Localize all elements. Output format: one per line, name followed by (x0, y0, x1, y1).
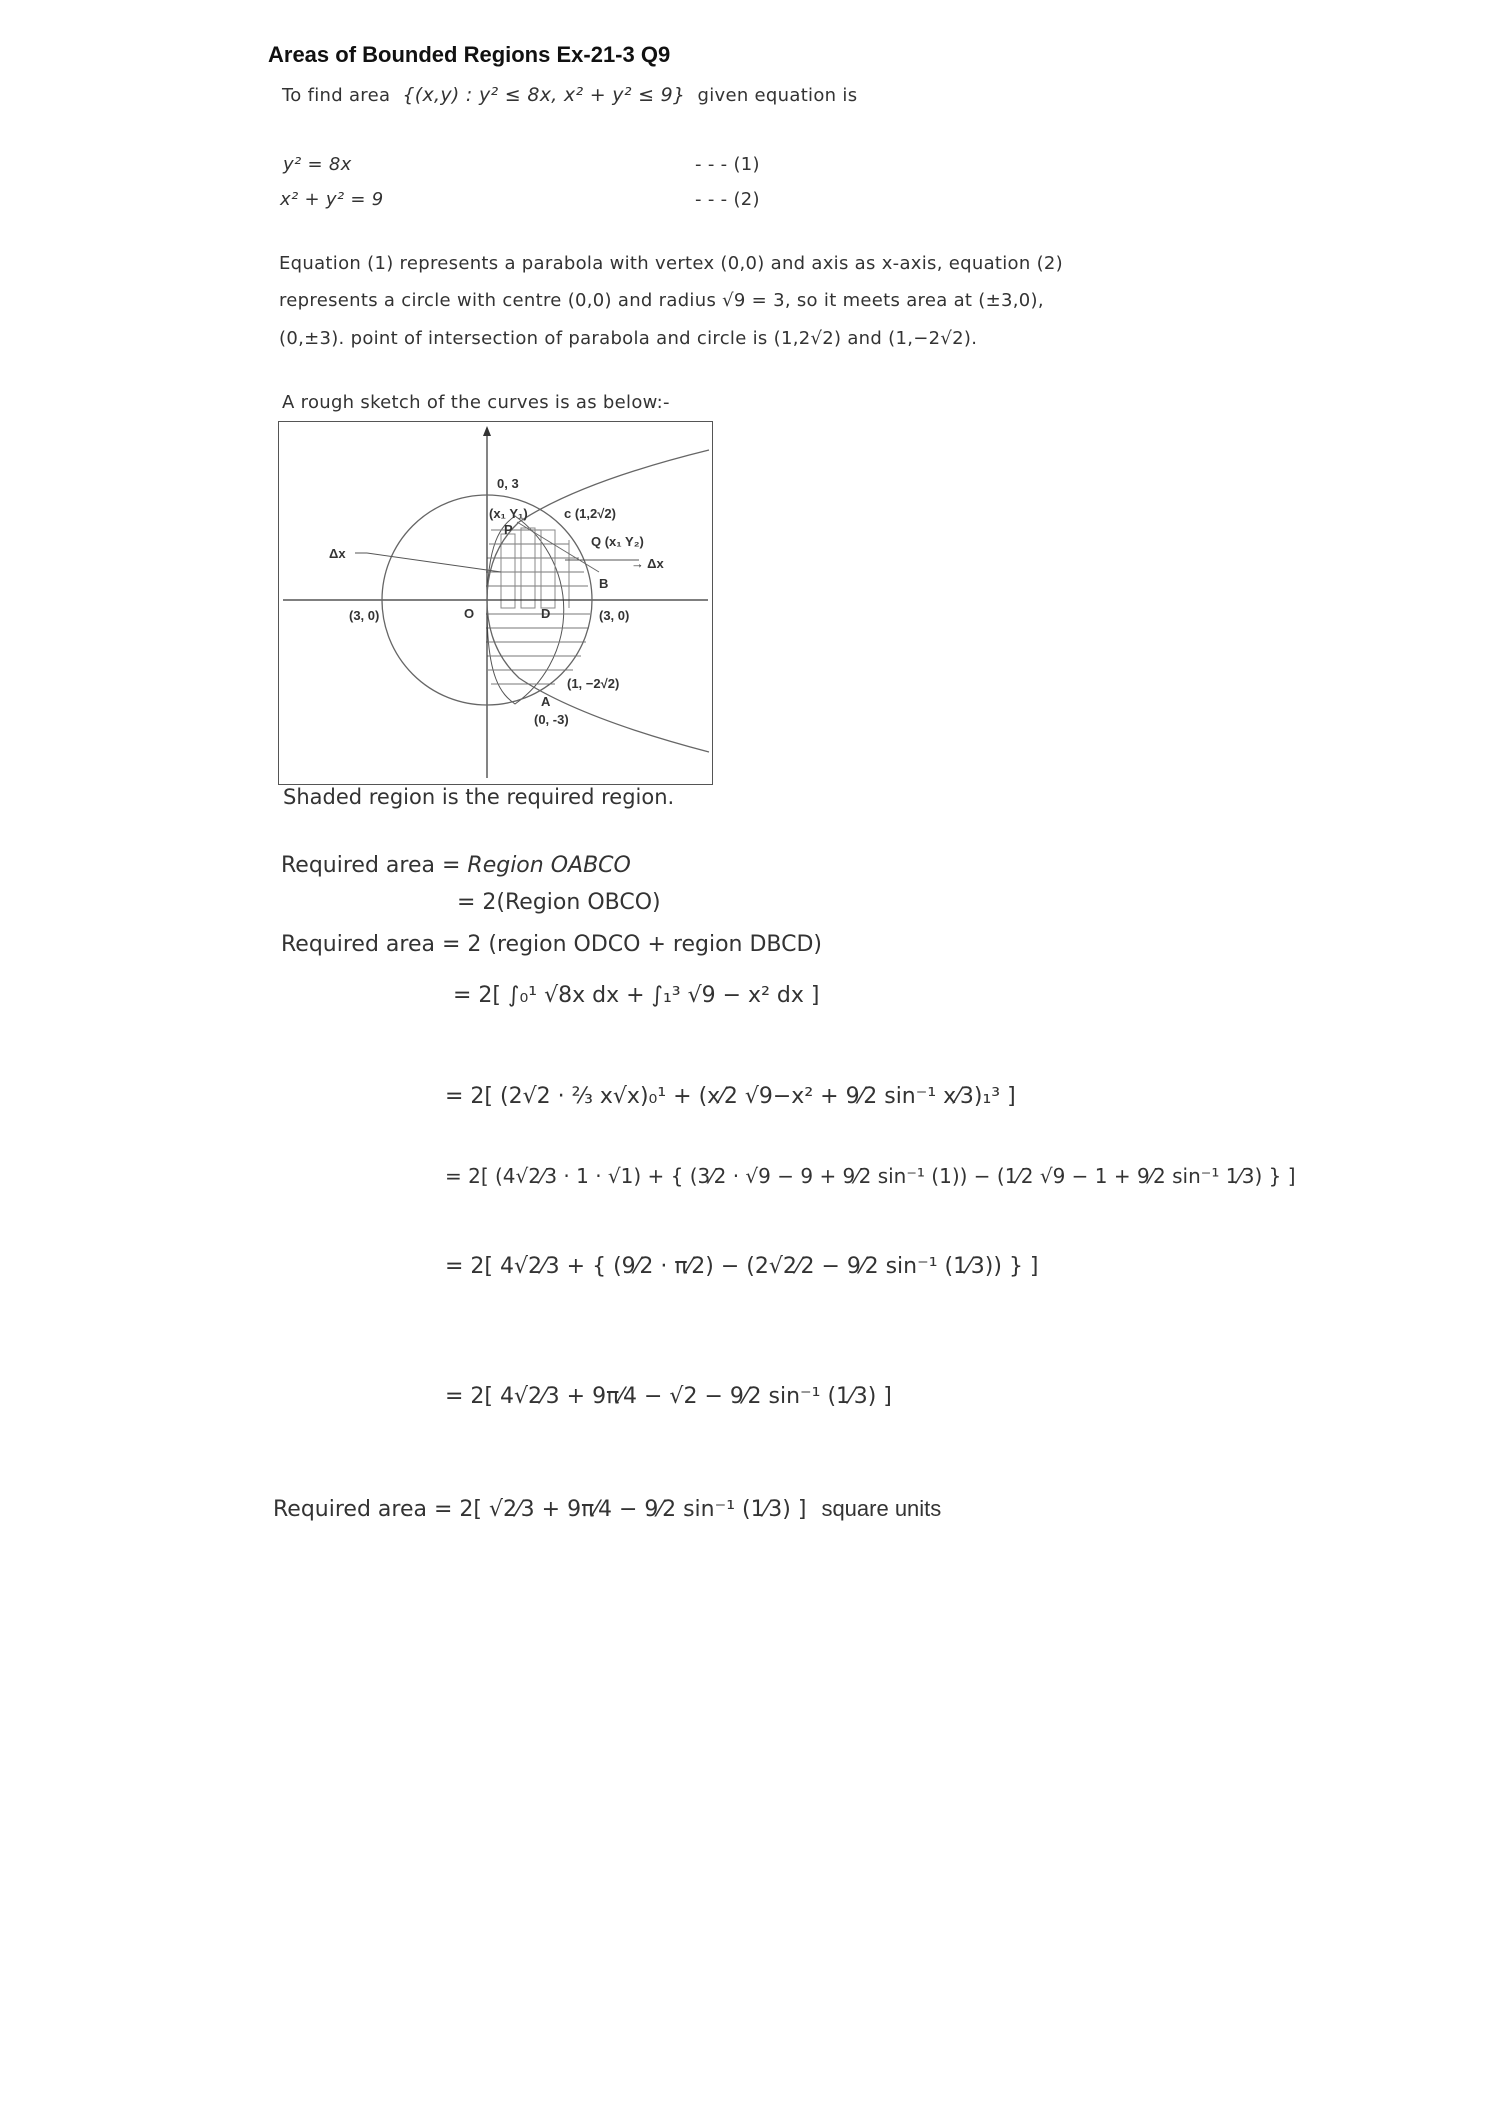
final-expr: 2[ √2⁄3 + 9π⁄4 − 9⁄2 sin⁻¹ (1⁄3) ] (459, 1497, 807, 1522)
step-5: = 2[ (2√2 · ⅔ x√x)₀¹ + (x⁄2 √9−x² + 9⁄2 sin⁻¹ x⁄3)₁³ ] (445, 1084, 1016, 1109)
final-units: square units (821, 1496, 942, 1521)
intro-suffix: given equation is (697, 85, 858, 106)
paragraph-line-1: Equation (1) represents a parabola with vertex (0,0) and axis as x-axis, equation (2) (279, 253, 1063, 274)
final-label: Required area = (273, 1497, 453, 1522)
label-q: Q (x₁ Y₂) (591, 534, 644, 549)
label-bottom: (0, -3) (534, 712, 569, 727)
equation-1: y² = 8x (283, 154, 352, 175)
step-4: = 2[ ∫₀¹ √8x dx + ∫₁³ √9 − x² dx ] (453, 983, 820, 1008)
curve-sketch (278, 421, 713, 785)
step-3 (281, 932, 822, 957)
step-1 (281, 853, 631, 878)
paragraph-line-2: represents a circle with centre (0,0) and radius √9 = 3, so it meets area at (±3,0), (279, 290, 1044, 311)
step-3-label: Required area = (281, 932, 461, 957)
label-dx-right: → Δx (631, 556, 664, 571)
intro-line (282, 84, 857, 106)
step-1-label: Required area = (281, 853, 461, 878)
step-3-expr: 2 (region ODCO + region DBCD) (467, 932, 823, 957)
sketch-caption: Shaded region is the required region. (283, 785, 675, 809)
label-a: A (541, 694, 551, 709)
equation-1-tag: - - - (1) (695, 154, 760, 175)
label-c: c (1,2√2) (564, 506, 616, 521)
paragraph-line-3: (0,±3). point of intersection of parabola and circle is (1,2√2) and (1,−2√2). (279, 328, 978, 349)
step-6: = 2[ (4√2⁄3 · 1 · √1) + { (3⁄2 · √9 − 9 + 9⁄2 sin⁻¹ (1)) − (1⁄2 √9 − 1 + 9⁄2 sin⁻¹ 1⁄3) } ] (445, 1164, 1296, 1188)
equation-2: x² + y² = 9 (280, 189, 384, 210)
label-p: P (504, 522, 513, 537)
equation-2-tag: - - - (2) (695, 189, 760, 210)
label-right-point: (3, 0) (599, 608, 630, 623)
page-title: Areas of Bounded Regions Ex-21-3 Q9 (268, 42, 671, 67)
step-7: = 2[ 4√2⁄3 + { (9⁄2 · π⁄2) − (2√2⁄2 − 9⁄2 sin⁻¹ (1⁄3)) } ] (445, 1254, 1039, 1279)
label-lower: (1, −2√2) (567, 676, 620, 691)
parabola-curve (487, 450, 709, 752)
step-2: = 2(Region OBCO) (457, 890, 661, 915)
sketch-svg (279, 422, 712, 784)
label-p-coords: (x₁ Y₁) (489, 506, 528, 521)
step-8: = 2[ 4√2⁄3 + 9π⁄4 − √2 − 9⁄2 sin⁻¹ (1⁄3) ] (445, 1384, 892, 1409)
label-top: 0, 3 (497, 476, 519, 491)
label-left-point: (3, 0) (349, 608, 380, 623)
hatching (486, 530, 590, 684)
label-d: D (541, 606, 551, 621)
label-b: B (599, 576, 609, 591)
intro-prefix: To find area (282, 85, 391, 106)
final-answer (273, 1496, 941, 1522)
intro-set: {(x,y) : y² ≤ 8x, x² + y² ≤ 9} (402, 84, 686, 106)
step-1-expr: Region OABCO (467, 853, 631, 878)
label-o: O (464, 606, 475, 621)
label-dx-left: Δx (329, 546, 346, 561)
sketch-intro: A rough sketch of the curves is as below:- (282, 392, 670, 413)
